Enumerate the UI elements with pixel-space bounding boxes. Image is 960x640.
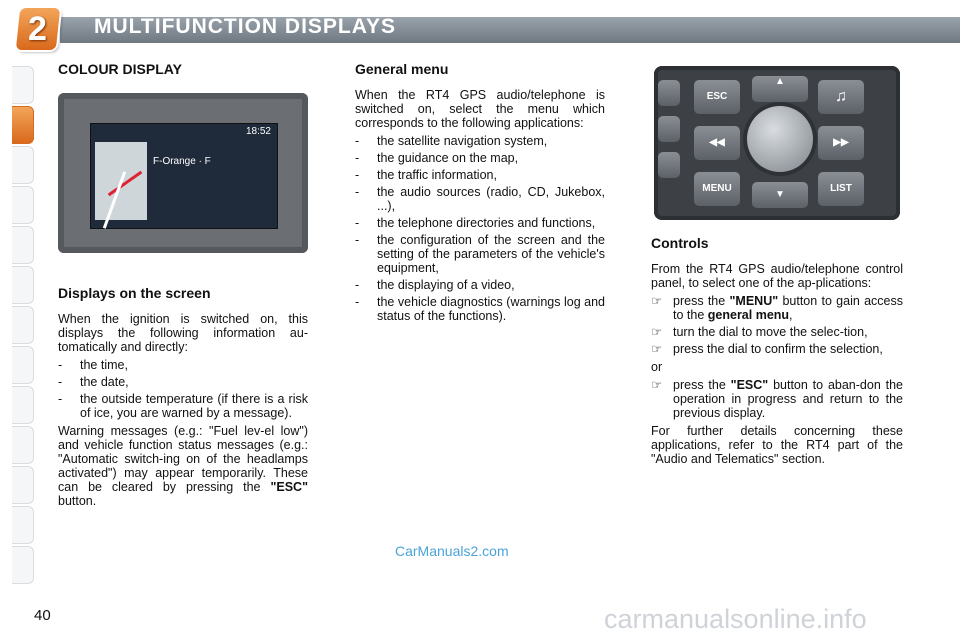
chapter-tab[interactable] bbox=[12, 226, 34, 264]
display-screen bbox=[90, 123, 278, 229]
chapter-tab[interactable] bbox=[12, 66, 34, 104]
chapter-tab[interactable] bbox=[12, 506, 34, 544]
menu-key: MENU bbox=[694, 172, 740, 206]
controls-steps bbox=[651, 294, 903, 356]
pointing-hand-icon: ☞ bbox=[651, 342, 663, 356]
middle-column bbox=[355, 62, 605, 327]
list-item: - the time, bbox=[58, 358, 128, 372]
rewind-icon: ◀◀ bbox=[694, 126, 740, 160]
step-item: ☞ press the "ESC" button to aban-don the operation in progress and return to the previous display. bbox=[651, 378, 903, 420]
watermark: carmanualsonline.info bbox=[604, 604, 867, 634]
subtitle: Displays on the screen bbox=[58, 285, 211, 301]
list-item: - the traffic information, bbox=[355, 168, 497, 182]
pointing-hand-icon: ☞ bbox=[651, 294, 663, 308]
list-item: - the telephone directories and functions, bbox=[355, 216, 596, 230]
up-key: ▲ bbox=[752, 76, 808, 102]
controls-steps-2 bbox=[651, 378, 903, 420]
section-title: COLOUR DISPLAY bbox=[58, 61, 182, 77]
chapter-tab[interactable] bbox=[12, 426, 34, 464]
footer-paragraph: For further details concerning these applications, refer to the RT4 part of the "Audio and Telematics" section. bbox=[651, 424, 903, 466]
down-key: ▼ bbox=[752, 182, 808, 208]
screen-destination: F-Orange · F bbox=[153, 156, 211, 167]
music-icon: ♫ bbox=[818, 80, 864, 114]
chapter-tab[interactable] bbox=[12, 386, 34, 424]
screen-time: 18:52 bbox=[245, 126, 271, 137]
watermark-link[interactable]: CarManuals2.com bbox=[395, 543, 509, 559]
left-column bbox=[58, 62, 308, 76]
step-item: ☞ press the "MENU" button to gain access to the general menu, bbox=[651, 294, 903, 322]
page-title: MULTIFUNCTION DISPLAYS bbox=[94, 15, 397, 38]
paragraph: From the RT4 GPS audio/telephone control panel, to select one of the ap-plications: bbox=[651, 262, 903, 290]
info-list bbox=[58, 358, 308, 420]
paragraph: When the ignition is switched on, this displays the following information au-tomatically and directly: bbox=[58, 312, 308, 354]
chapter-tab[interactable] bbox=[12, 186, 34, 224]
side-key bbox=[658, 80, 680, 106]
pointing-hand-icon: ☞ bbox=[651, 378, 663, 392]
warning-paragraph: Warning messages (e.g.: "Fuel lev-el low") and vehicle function status messages (e.g.: "Automatic switch-ing on of the headlamps activated") may appear temporarily. These can be cleared by pressing the "ESC" button. bbox=[58, 424, 308, 508]
chapter-number: 2 bbox=[28, 10, 47, 48]
chapter-tab[interactable] bbox=[12, 306, 34, 344]
step-item: ☞ press the dial to confirm the selection, bbox=[651, 342, 883, 356]
chapter-tab[interactable] bbox=[12, 466, 34, 504]
esc-key: ESC bbox=[694, 80, 740, 114]
list-item: - the vehicle diagnostics (warnings log and status of the functions). bbox=[355, 295, 605, 323]
chapter-tabs bbox=[12, 66, 34, 576]
or-text: or bbox=[651, 360, 663, 374]
side-key bbox=[658, 152, 680, 178]
list-item: - the guidance on the map, bbox=[355, 151, 519, 165]
list-key: LIST bbox=[818, 172, 864, 206]
fast-forward-icon: ▶▶ bbox=[818, 126, 864, 160]
selection-dial bbox=[747, 106, 813, 172]
controls-title: Controls bbox=[651, 235, 709, 251]
side-key bbox=[658, 116, 680, 142]
chapter-tab[interactable] bbox=[12, 146, 34, 184]
list-item: - the audio sources (radio, CD, Jukebox, ...), bbox=[355, 185, 605, 213]
chapter-tab[interactable] bbox=[12, 546, 34, 584]
paragraph: When the RT4 GPS audio/telephone is switched on, select the menu which corresponds to the following applications: bbox=[355, 88, 605, 130]
chapter-tab[interactable] bbox=[12, 266, 34, 304]
step-item: ☞ turn the dial to move the selec-tion, bbox=[651, 325, 868, 339]
list-item: - the satellite navigation system, bbox=[355, 134, 548, 148]
chapter-tab[interactable] bbox=[12, 346, 34, 384]
colour-display-photo bbox=[58, 93, 308, 253]
general-menu-title: General menu bbox=[355, 61, 449, 77]
pointing-hand-icon: ☞ bbox=[651, 325, 663, 339]
list-item: - the date, bbox=[58, 375, 129, 389]
page-number: 40 bbox=[34, 607, 51, 624]
menu-list bbox=[355, 134, 605, 323]
list-item: - the outside temperature (if there is a risk of ice, you are warned by a message). bbox=[58, 392, 308, 420]
control-panel-photo bbox=[654, 66, 900, 220]
chapter-tab-active[interactable] bbox=[12, 106, 34, 144]
displays-section bbox=[58, 286, 308, 512]
list-item: - the displaying of a video, bbox=[355, 278, 515, 292]
controls-section bbox=[651, 236, 903, 470]
map-thumbnail bbox=[95, 142, 147, 220]
list-item: - the configuration of the screen and the setting of the parameters of the vehicle's equipment, bbox=[355, 233, 605, 275]
